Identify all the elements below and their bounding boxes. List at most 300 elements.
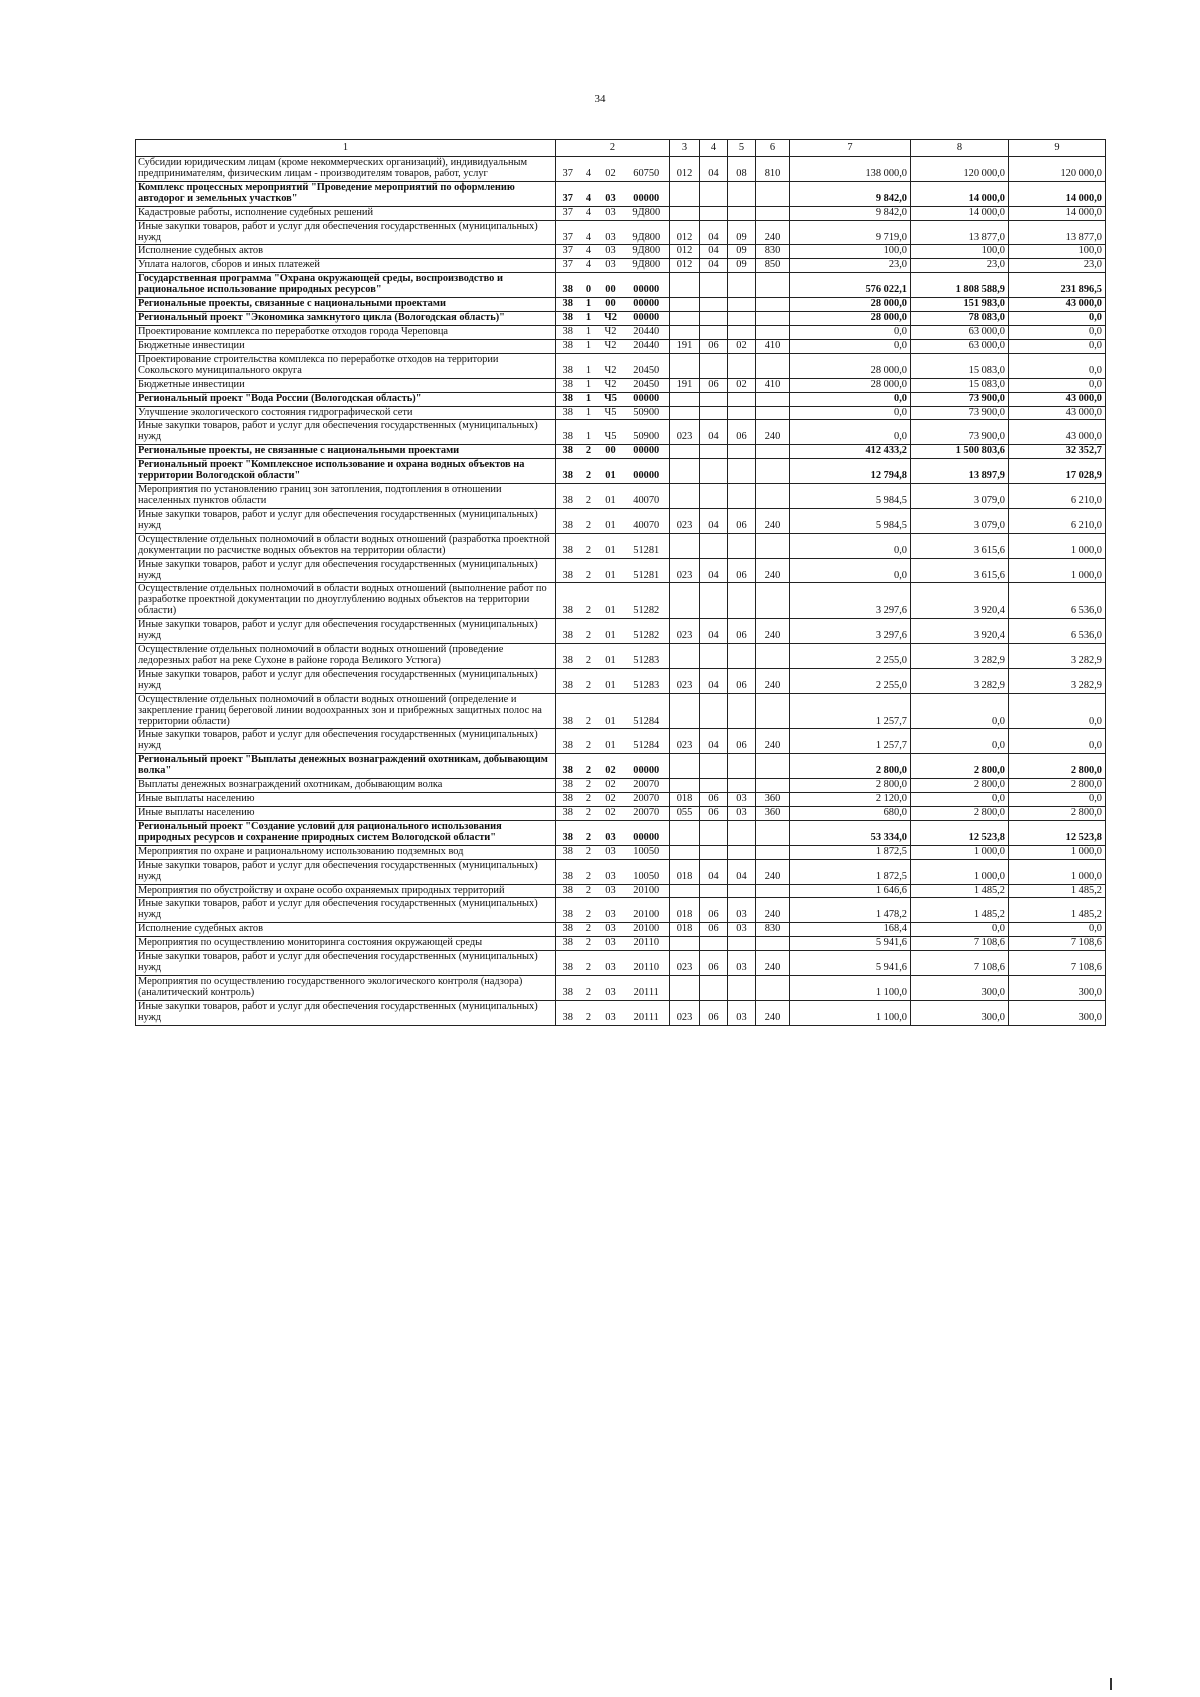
row-code-type: 1	[580, 353, 598, 378]
row-name: Иные закупки товаров, работ и услуг для обеспечения государственных (муниципальных) нужд	[136, 619, 556, 644]
row-code-program: 38	[556, 392, 580, 406]
row-value-col7: 1 257,7	[790, 693, 911, 729]
row-subsection	[728, 392, 756, 406]
row-value-col7: 28 000,0	[790, 298, 911, 312]
row-code-structure: 03	[598, 937, 624, 951]
row-expense-type: 240	[756, 619, 790, 644]
row-value-col8: 63 000,0	[911, 339, 1009, 353]
row-code-type: 1	[580, 420, 598, 445]
row-section	[700, 583, 728, 619]
row-value-col8: 15 083,0	[911, 353, 1009, 378]
row-value-col9: 6 536,0	[1009, 583, 1106, 619]
row-value-col7: 1 100,0	[790, 976, 911, 1001]
row-code-structure: 01	[598, 729, 624, 754]
row-code-direction: 40070	[624, 484, 670, 509]
row-subsection: 09	[728, 245, 756, 259]
row-code-structure: 02	[598, 793, 624, 807]
row-name: Улучшение экологического состояния гидрографической сети	[136, 406, 556, 420]
row-code-structure: 01	[598, 583, 624, 619]
row-code-direction: 00000	[624, 445, 670, 459]
row-expense-type: 360	[756, 807, 790, 821]
row-grbs	[670, 845, 700, 859]
row-expense-type	[756, 693, 790, 729]
row-subsection	[728, 298, 756, 312]
row-code-structure: 01	[598, 619, 624, 644]
row-name: Иные закупки товаров, работ и услуг для обеспечения государственных (муниципальных) нужд	[136, 420, 556, 445]
row-code-type: 2	[580, 619, 598, 644]
row-code-structure: Ч2	[598, 312, 624, 326]
row-value-col9: 2 800,0	[1009, 754, 1106, 779]
row-code-direction: 00000	[624, 754, 670, 779]
row-value-col8: 120 000,0	[911, 157, 1009, 182]
row-name: Иные закупки товаров, работ и услуг для обеспечения государственных (муниципальных) нужд	[136, 668, 556, 693]
row-value-col9: 0,0	[1009, 729, 1106, 754]
row-subsection: 06	[728, 558, 756, 583]
row-expense-type: 240	[756, 1000, 790, 1025]
row-section: 06	[700, 807, 728, 821]
row-subsection	[728, 353, 756, 378]
table-row	[136, 273, 1106, 298]
row-value-col9: 32 352,7	[1009, 445, 1106, 459]
row-code-structure: 03	[598, 245, 624, 259]
row-subsection: 06	[728, 508, 756, 533]
row-subsection	[728, 583, 756, 619]
table-row	[136, 951, 1106, 976]
row-code-structure: 01	[598, 668, 624, 693]
row-expense-type	[756, 392, 790, 406]
row-code-structure: Ч5	[598, 420, 624, 445]
row-name: Иные закупки товаров, работ и услуг для обеспечения государственных (муниципальных) нужд	[136, 508, 556, 533]
row-code-structure: 03	[598, 845, 624, 859]
row-value-col8: 14 000,0	[911, 181, 1009, 206]
row-value-col8: 3 079,0	[911, 484, 1009, 509]
row-subsection: 09	[728, 259, 756, 273]
row-section	[700, 533, 728, 558]
row-section: 04	[700, 259, 728, 273]
table-row	[136, 206, 1106, 220]
row-value-col8: 3 615,6	[911, 558, 1009, 583]
row-expense-type	[756, 181, 790, 206]
row-value-col7: 5 941,6	[790, 937, 911, 951]
row-value-col9: 2 800,0	[1009, 779, 1106, 793]
row-name: Иные закупки товаров, работ и услуг для обеспечения государственных (муниципальных) нужд	[136, 951, 556, 976]
row-code-structure: 02	[598, 157, 624, 182]
table-row	[136, 298, 1106, 312]
row-code-program: 37	[556, 181, 580, 206]
row-section	[700, 459, 728, 484]
table-row	[136, 923, 1106, 937]
table-row	[136, 793, 1106, 807]
row-value-col7: 2 255,0	[790, 668, 911, 693]
row-code-type: 4	[580, 206, 598, 220]
row-value-col9: 0,0	[1009, 353, 1106, 378]
row-subsection	[728, 976, 756, 1001]
row-value-col8: 7 108,6	[911, 951, 1009, 976]
row-code-program: 38	[556, 583, 580, 619]
row-value-col9: 120 000,0	[1009, 157, 1106, 182]
row-value-col7: 680,0	[790, 807, 911, 821]
row-code-direction: 00000	[624, 273, 670, 298]
row-section: 06	[700, 339, 728, 353]
row-value-col7: 0,0	[790, 325, 911, 339]
row-expense-type	[756, 820, 790, 845]
row-code-direction: 9Д800	[624, 259, 670, 273]
row-code-type: 2	[580, 820, 598, 845]
row-value-col7: 1 478,2	[790, 898, 911, 923]
row-expense-type: 240	[756, 859, 790, 884]
row-code-type: 4	[580, 259, 598, 273]
row-section	[700, 976, 728, 1001]
row-expense-type	[756, 445, 790, 459]
row-grbs	[670, 693, 700, 729]
row-code-program: 38	[556, 644, 580, 669]
row-grbs	[670, 884, 700, 898]
row-code-program: 38	[556, 619, 580, 644]
table-row	[136, 157, 1106, 182]
row-expense-type	[756, 206, 790, 220]
row-value-col9: 7 108,6	[1009, 937, 1106, 951]
row-value-col9: 12 523,8	[1009, 820, 1106, 845]
row-code-type: 2	[580, 923, 598, 937]
row-section	[700, 693, 728, 729]
row-subsection: 02	[728, 378, 756, 392]
table-row	[136, 378, 1106, 392]
table-row	[136, 445, 1106, 459]
row-expense-type	[756, 273, 790, 298]
row-section: 04	[700, 558, 728, 583]
row-section	[700, 273, 728, 298]
row-code-program: 38	[556, 729, 580, 754]
table-row	[136, 245, 1106, 259]
table-row	[136, 312, 1106, 326]
table-row	[136, 845, 1106, 859]
row-value-col8: 0,0	[911, 729, 1009, 754]
row-code-program: 38	[556, 558, 580, 583]
row-expense-type: 240	[756, 729, 790, 754]
row-expense-type: 850	[756, 259, 790, 273]
table-row	[136, 181, 1106, 206]
row-value-col8: 13 877,0	[911, 220, 1009, 245]
row-code-program: 38	[556, 754, 580, 779]
row-value-col7: 9 842,0	[790, 206, 911, 220]
table-row	[136, 533, 1106, 558]
row-code-direction: 51282	[624, 619, 670, 644]
row-expense-type	[756, 976, 790, 1001]
row-value-col7: 9 719,0	[790, 220, 911, 245]
row-section	[700, 181, 728, 206]
row-code-program: 38	[556, 951, 580, 976]
row-grbs: 023	[670, 558, 700, 583]
row-value-col7: 1 646,6	[790, 884, 911, 898]
row-grbs	[670, 392, 700, 406]
row-code-type: 2	[580, 807, 598, 821]
row-section	[700, 392, 728, 406]
table-row	[136, 754, 1106, 779]
row-expense-type	[756, 533, 790, 558]
table-row	[136, 807, 1106, 821]
table-row	[136, 484, 1106, 509]
row-code-structure: Ч5	[598, 392, 624, 406]
row-value-col8: 12 523,8	[911, 820, 1009, 845]
table-row	[136, 420, 1106, 445]
row-value-col9: 14 000,0	[1009, 181, 1106, 206]
row-value-col7: 53 334,0	[790, 820, 911, 845]
row-value-col9: 1 000,0	[1009, 558, 1106, 583]
row-code-direction: 20100	[624, 898, 670, 923]
row-value-col7: 1 100,0	[790, 1000, 911, 1025]
row-section: 04	[700, 157, 728, 182]
table-row	[136, 820, 1106, 845]
row-code-type: 2	[580, 951, 598, 976]
row-subsection	[728, 484, 756, 509]
table-row	[136, 693, 1106, 729]
row-grbs: 012	[670, 220, 700, 245]
row-code-structure: 03	[598, 923, 624, 937]
row-section: 04	[700, 245, 728, 259]
row-value-col7: 138 000,0	[790, 157, 911, 182]
row-value-col8: 73 900,0	[911, 392, 1009, 406]
row-section: 06	[700, 951, 728, 976]
row-code-type: 2	[580, 459, 598, 484]
row-value-col7: 0,0	[790, 420, 911, 445]
row-value-col8: 3 920,4	[911, 619, 1009, 644]
row-code-structure: 01	[598, 459, 624, 484]
row-code-type: 2	[580, 558, 598, 583]
row-expense-type	[756, 459, 790, 484]
row-subsection	[728, 325, 756, 339]
row-code-type: 2	[580, 845, 598, 859]
row-value-col9: 0,0	[1009, 325, 1106, 339]
row-value-col9: 1 000,0	[1009, 859, 1106, 884]
row-value-col7: 1 872,5	[790, 845, 911, 859]
row-code-program: 38	[556, 693, 580, 729]
row-expense-type	[756, 353, 790, 378]
row-code-direction: 20100	[624, 923, 670, 937]
row-expense-type	[756, 484, 790, 509]
row-code-direction: 20440	[624, 339, 670, 353]
row-value-col7: 2 800,0	[790, 754, 911, 779]
row-code-program: 38	[556, 898, 580, 923]
row-code-program: 38	[556, 1000, 580, 1025]
row-code-direction: 20070	[624, 807, 670, 821]
row-grbs	[670, 937, 700, 951]
row-section	[700, 754, 728, 779]
row-code-program: 38	[556, 484, 580, 509]
row-value-col9: 43 000,0	[1009, 406, 1106, 420]
row-code-type: 0	[580, 273, 598, 298]
row-value-col9: 13 877,0	[1009, 220, 1106, 245]
row-value-col7: 3 297,6	[790, 619, 911, 644]
row-code-program: 38	[556, 298, 580, 312]
row-subsection: 06	[728, 420, 756, 445]
row-grbs: 023	[670, 1000, 700, 1025]
row-code-program: 37	[556, 220, 580, 245]
row-code-type: 1	[580, 312, 598, 326]
row-code-direction: 51284	[624, 729, 670, 754]
row-code-type: 4	[580, 220, 598, 245]
row-code-program: 38	[556, 807, 580, 821]
row-code-direction: 20450	[624, 353, 670, 378]
row-code-type: 2	[580, 583, 598, 619]
row-code-structure: 00	[598, 298, 624, 312]
row-code-direction: 00000	[624, 820, 670, 845]
row-code-structure: 03	[598, 884, 624, 898]
row-name: Осуществление отдельных полномочий в области водных отношений (разработка проектной документации по расчистке водных объектов на территории области)	[136, 533, 556, 558]
row-grbs	[670, 583, 700, 619]
row-code-type: 4	[580, 181, 598, 206]
row-name: Мероприятия по осуществлению мониторинга состояния окружающей среды	[136, 937, 556, 951]
row-name: Проектирование комплекса по переработке отходов города Череповца	[136, 325, 556, 339]
row-name: Мероприятия по обустройству и охране особо охраняемых природных территорий	[136, 884, 556, 898]
row-value-col7: 0,0	[790, 533, 911, 558]
row-value-col9: 3 282,9	[1009, 644, 1106, 669]
row-value-col8: 2 800,0	[911, 779, 1009, 793]
row-code-direction: 00000	[624, 298, 670, 312]
table-row	[136, 937, 1106, 951]
row-expense-type: 240	[756, 508, 790, 533]
row-code-type: 2	[580, 644, 598, 669]
row-expense-type	[756, 298, 790, 312]
row-code-program: 38	[556, 420, 580, 445]
row-value-col8: 100,0	[911, 245, 1009, 259]
row-subsection: 06	[728, 668, 756, 693]
row-grbs: 018	[670, 859, 700, 884]
row-subsection	[728, 459, 756, 484]
table-row	[136, 859, 1106, 884]
row-subsection	[728, 181, 756, 206]
row-subsection	[728, 937, 756, 951]
row-subsection	[728, 206, 756, 220]
row-code-program: 38	[556, 312, 580, 326]
row-grbs: 018	[670, 898, 700, 923]
row-code-structure: 00	[598, 273, 624, 298]
row-name: Региональный проект "Создание условий для рационального использования природных ресурсов и сохранение природных систем Вологодской области"	[136, 820, 556, 845]
row-value-col9: 2 800,0	[1009, 807, 1106, 821]
row-subsection: 08	[728, 157, 756, 182]
row-value-col8: 2 800,0	[911, 754, 1009, 779]
row-expense-type: 240	[756, 951, 790, 976]
row-value-col7: 28 000,0	[790, 378, 911, 392]
row-value-col9: 43 000,0	[1009, 298, 1106, 312]
row-subsection: 03	[728, 793, 756, 807]
row-code-structure: Ч2	[598, 378, 624, 392]
row-name: Уплата налогов, сборов и иных платежей	[136, 259, 556, 273]
row-value-col7: 1 872,5	[790, 859, 911, 884]
row-value-col8: 1 000,0	[911, 859, 1009, 884]
row-code-type: 2	[580, 508, 598, 533]
table-row	[136, 259, 1106, 273]
row-grbs: 018	[670, 793, 700, 807]
row-code-type: 2	[580, 884, 598, 898]
row-section	[700, 644, 728, 669]
row-grbs	[670, 445, 700, 459]
row-code-direction: 20440	[624, 325, 670, 339]
row-code-direction: 51283	[624, 644, 670, 669]
row-grbs	[670, 484, 700, 509]
row-code-program: 37	[556, 206, 580, 220]
table-row	[136, 459, 1106, 484]
row-code-type: 2	[580, 533, 598, 558]
row-code-direction: 51282	[624, 583, 670, 619]
row-expense-type: 240	[756, 420, 790, 445]
table-row	[136, 729, 1106, 754]
header-col-1: 1	[136, 140, 556, 157]
row-value-col9: 3 282,9	[1009, 668, 1106, 693]
row-value-col9: 6 210,0	[1009, 484, 1106, 509]
header-col-9: 9	[1009, 140, 1106, 157]
row-subsection	[728, 779, 756, 793]
row-grbs	[670, 820, 700, 845]
row-subsection	[728, 845, 756, 859]
row-value-col8: 63 000,0	[911, 325, 1009, 339]
row-subsection: 04	[728, 859, 756, 884]
row-value-col7: 168,4	[790, 923, 911, 937]
table-row	[136, 406, 1106, 420]
row-value-col7: 28 000,0	[790, 353, 911, 378]
row-code-program: 38	[556, 445, 580, 459]
row-code-structure: 03	[598, 259, 624, 273]
row-name: Иные закупки товаров, работ и услуг для обеспечения государственных (муниципальных) нужд	[136, 859, 556, 884]
table-row	[136, 884, 1106, 898]
row-name: Региональный проект "Выплаты денежных вознаграждений охотникам, добывающим волка"	[136, 754, 556, 779]
header-col-7: 7	[790, 140, 911, 157]
row-name: Региональный проект "Экономика замкнутого цикла (Вологодская область)"	[136, 312, 556, 326]
row-code-structure: Ч5	[598, 406, 624, 420]
row-value-col8: 3 079,0	[911, 508, 1009, 533]
row-code-direction: 00000	[624, 459, 670, 484]
row-code-direction: 20070	[624, 779, 670, 793]
row-section: 06	[700, 793, 728, 807]
row-expense-type	[756, 325, 790, 339]
row-name: Комплекс процессных мероприятий "Проведение мероприятий по оформлению автодорог и земельных участков"	[136, 181, 556, 206]
row-value-col8: 1 000,0	[911, 845, 1009, 859]
row-name: Бюджетные инвестиции	[136, 339, 556, 353]
row-grbs: 018	[670, 923, 700, 937]
row-name: Иные закупки товаров, работ и услуг для обеспечения государственных (муниципальных) нужд	[136, 220, 556, 245]
row-value-col9: 1 000,0	[1009, 533, 1106, 558]
row-value-col7: 2 255,0	[790, 644, 911, 669]
row-code-type: 2	[580, 937, 598, 951]
row-expense-type	[756, 754, 790, 779]
row-grbs: 023	[670, 951, 700, 976]
row-code-direction: 40070	[624, 508, 670, 533]
row-code-direction: 20110	[624, 951, 670, 976]
row-expense-type: 240	[756, 898, 790, 923]
row-subsection: 03	[728, 923, 756, 937]
table-row	[136, 220, 1106, 245]
row-code-direction: 00000	[624, 181, 670, 206]
row-value-col8: 3 282,9	[911, 668, 1009, 693]
row-expense-type: 240	[756, 558, 790, 583]
row-code-program: 38	[556, 508, 580, 533]
row-value-col9: 100,0	[1009, 245, 1106, 259]
row-code-structure: 01	[598, 644, 624, 669]
row-value-col7: 5 984,5	[790, 484, 911, 509]
row-subsection	[728, 820, 756, 845]
row-name: Государственная программа "Охрана окружающей среды, воспроизводство и рациональное использование природных ресурсов"	[136, 273, 556, 298]
page-number: 34	[594, 93, 606, 105]
row-subsection	[728, 406, 756, 420]
row-section: 06	[700, 898, 728, 923]
row-value-col8: 3 920,4	[911, 583, 1009, 619]
row-code-program: 38	[556, 378, 580, 392]
row-grbs: 012	[670, 259, 700, 273]
row-section: 06	[700, 923, 728, 937]
row-section	[700, 312, 728, 326]
row-subsection	[728, 445, 756, 459]
row-grbs	[670, 181, 700, 206]
row-code-type: 2	[580, 898, 598, 923]
